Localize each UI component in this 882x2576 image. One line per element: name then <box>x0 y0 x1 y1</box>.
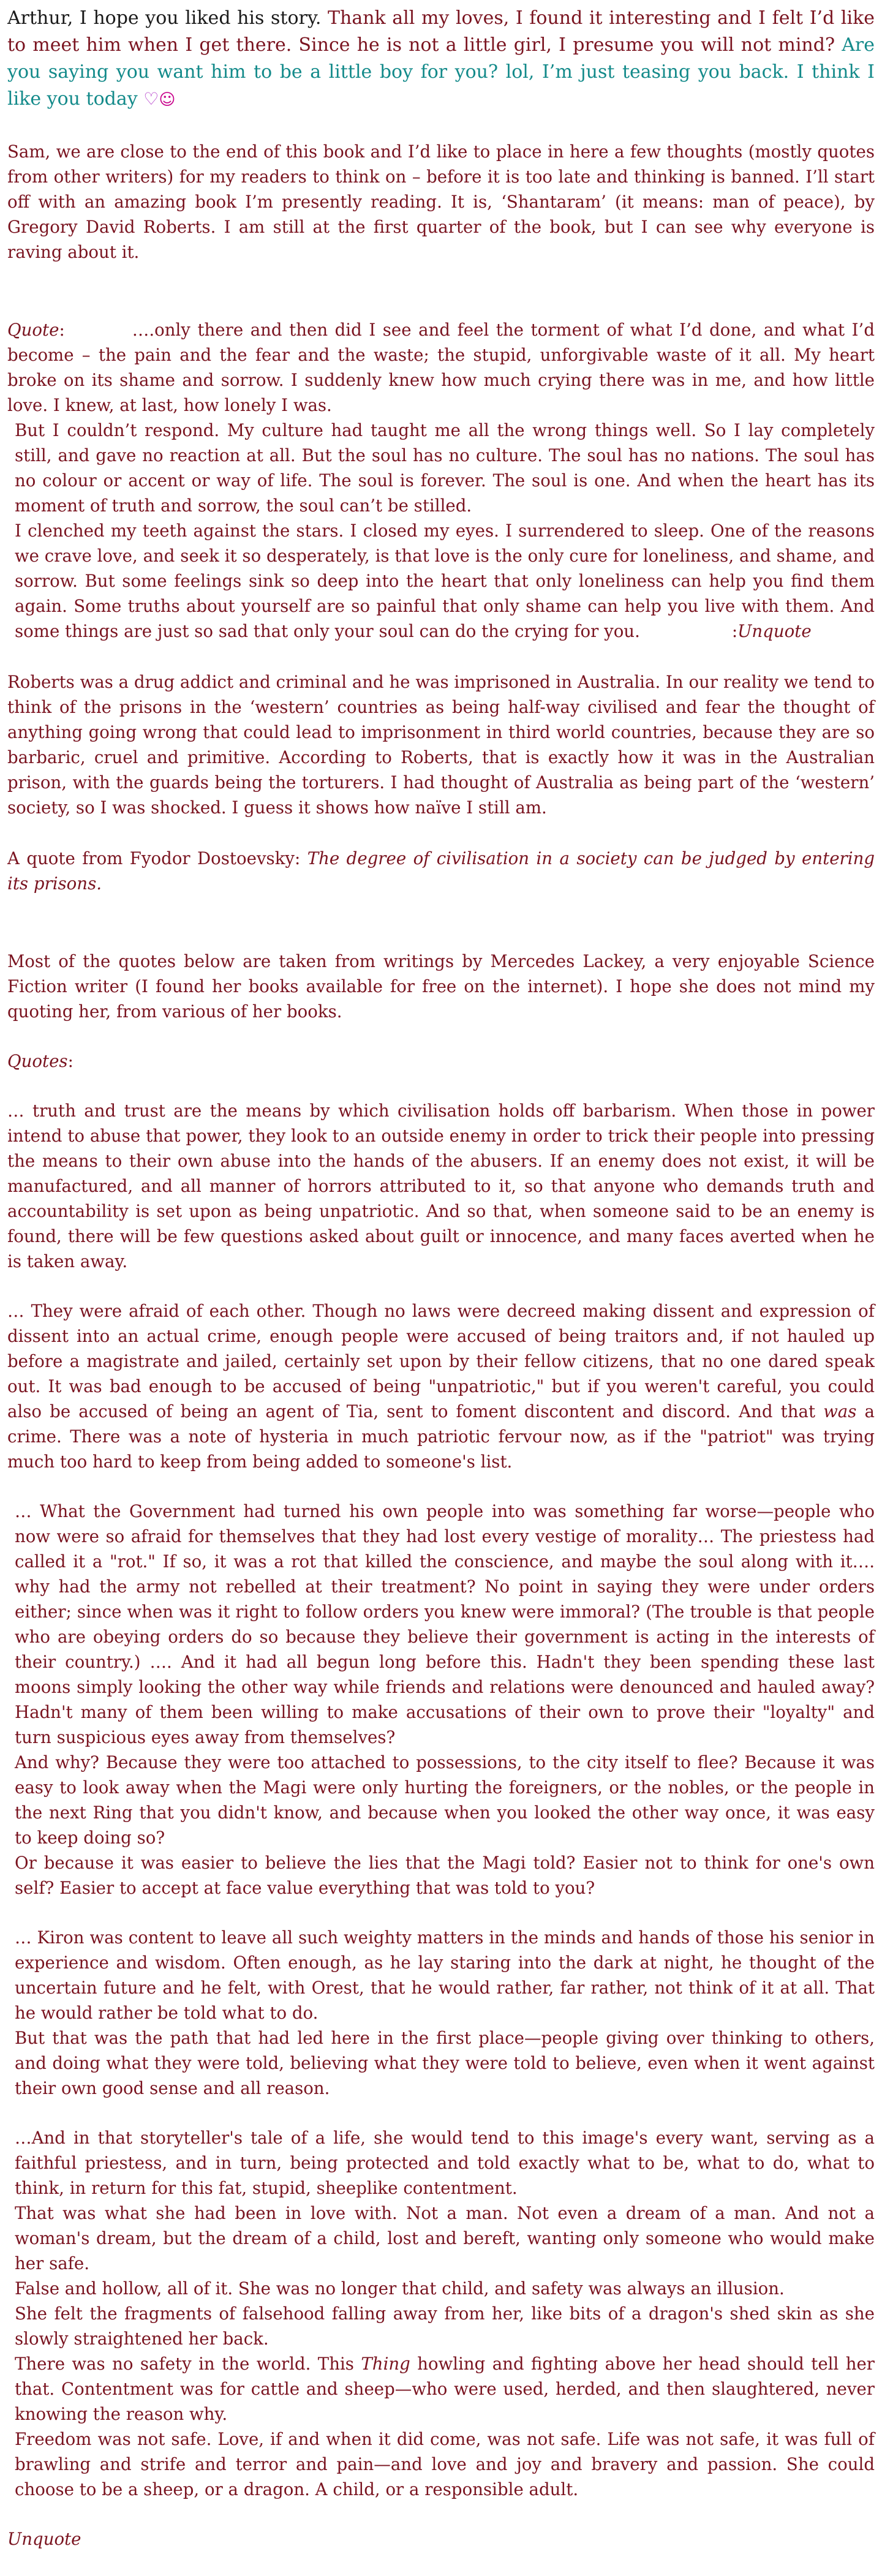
unquote-label: Unquote <box>737 621 812 641</box>
quote-label: Quote <box>7 320 59 340</box>
quotes-colon: : <box>67 1051 74 1071</box>
quote-5-p5 <box>7 2351 875 2427</box>
quote-2-b: a crime. There was a note of hysteria in much patriotic fervour now, as if the "patriot" was trying much too hard to keep from being added to someone's list. <box>7 1401 875 1472</box>
quote-5-p5-a: There was no safety in the world. This <box>15 2354 361 2374</box>
quote-1: … truth and trust are the means by which civilisation holds off barbarism. When those in power intend to abuse that power, they look to an outside enemy in order to trick their people into pressing the means to their own abuse into the hands of the abusers. If an enemy does not exist, it will be manufactured, and all manner of horrors attributed to it, so that anyone who demands truth and accountability is set upon as being unpatriotic. And so that, when someone said to be an enemy is found, there will be few questions asked about guilt or innocence, and many faces averted when he is taken away. <box>7 1101 875 1271</box>
lackey-intro: Most of the quotes below are taken from writings by Mercedes Lackey, a very enjoyable Science Fiction writer (I found her books available for free on the internet). I hope she does not mind my quoting her, from various of her books. <box>7 951 875 1022</box>
dostoevsky-paragraph <box>7 846 875 896</box>
quote-2 <box>7 1298 875 1474</box>
quote-label-colon: : <box>59 320 65 340</box>
heart-icon: ♡ <box>143 89 159 109</box>
arthur-line: Arthur, I hope you liked his story. <box>7 7 322 29</box>
reply-text: Are you saying you want him to be a little boy for you? lol, I’m just teasing you back. I think I like you today <box>7 34 875 110</box>
quote-3-p2: And why? Because they were too attached to possessions, to the city itself to flee? Because it was easy to look away when the Magi were only hurting the foreigners, or the nobles, or the people in the next Ring that you didn't know, and because when you looked the other way once, it was easy to keep doing so? <box>15 1752 875 1848</box>
shantaram-text-3: I clenched my teeth against the stars. I closed my eyes. I surrendered to sleep. One of the reasons we crave love, and seek it so desperately, is that love is the only cure for loneliness, and shame, and sorrow. But some feelings sink so deep into the heart that only loneliness can help you find them again. Some truths about yourself are so painful that only shame can help you live with them. And some things are just so sad that only your soul can do the crying for you. <box>15 521 875 641</box>
arthur-body: Thank all my loves, I found it interesting and I felt I’d like to meet him when I get there. Since he is not a little girl, I presume you will not mind? <box>7 7 875 56</box>
quote-3-p3: Or because it was easier to believe the lies that the Magi told? Easier not to think for one's own self? Easier to accept at face value everything that was told to you? <box>15 1853 875 1898</box>
quote-5-p1: …And in that storyteller's tale of a life, she would tend to this image's every want, serving as a faithful priestess, and in turn, being protected and told exactly what to be, what to do, what to think, in return for this fat, stupid, sheeplike contentment. <box>15 2128 875 2198</box>
dostoevsky-quote: The degree of civilisation in a society can be judged by entering its prisons. <box>7 848 875 894</box>
quote-3-p1: … What the Government had turned his own people into was something far worse—people who now were so afraid for themselves that they had lost every vestige of morality… The priestess had called it a "rot." If so, it was a rot that killed the conscience, and maybe the soul along with it…. why had the army not rebelled at their treatment? No point in saying they were under orders either; since when was it right to follow orders you knew were immoral? (The trouble is that people who are obeying orders do so because they believe their government is acting in the interests of their country.) …. And it had all begun long before this. Hadn't they been spending these last moons simply looking the other way while friends and relations were denounced and hauled away? Hadn't many of them been willing to make accusations of their own to prove their "loyalty" and turn suspicious eyes away from themselves? <box>15 1501 875 1747</box>
unquote-colon: : <box>731 621 738 641</box>
smile-icon: ☺ <box>159 91 176 109</box>
roberts-paragraph: Roberts was a drug addict and criminal and he was imprisoned in Australia. In our reality we tend to think of the prisons in the ‘western’ countries as being half-way civilised and fear the thought of anything going wrong that could lead to imprisonment in third world countries, because they are so barbaric, cruel and primitive. According to Roberts, that is exactly how it was in the Australian prison, with the guards being the torturers. I had thought of Australia as being part of the ‘western’ society, so I was shocked. I guess it shows how naïve I still am. <box>7 672 875 818</box>
quote-5-p2: That was what she had been in love with. Not a man. Not even a dream of a man. And not a woman's dream, but the dream of a child, lost and bereft, wanting only someone who would make her safe. <box>15 2203 875 2273</box>
shantaram-quote-p2: But I couldn’t respond. My culture had taught me all the wrong things well. So I lay completely still, and gave no reaction at all. But the soul has no culture. The soul has no nations. The soul has no colour or accent or way of life. The soul is forever. The soul is one. And when the heart has its moment of truth and sorrow, the soul can’t be stilled. <box>15 420 875 516</box>
quote-5-p5-b: howling and fighting above her head should tell her that. Contentment was for cattle and sheep—who were used, herded, and then slaughtered, never knowing the reason why. <box>15 2354 875 2424</box>
quote-5-emphasis: Thing <box>361 2354 410 2374</box>
intro-paragraph <box>7 5 875 113</box>
quote-5-p3: False and hollow, all of it. She was no longer that child, and safety was always an illusion. <box>15 2278 785 2299</box>
dostoevsky-lead: A quote from Fyodor Dostoevsky: <box>7 848 307 868</box>
shantaram-quote-p3 <box>7 518 875 644</box>
quotes-heading <box>7 1049 875 1074</box>
quote-2-emphasis: was <box>823 1401 857 1422</box>
final-unquote: Unquote <box>7 2529 81 2549</box>
quotes-label: Quotes <box>7 1051 68 1071</box>
quote-5-p6: Freedom was not safe. Love, if and when it did come, was not safe. Life was not safe, it was full of brawling and strife and terror and pain—and love and joy and bravery and passion. She could choose to be a sheep, or a dragon. A child, or a responsible adult. <box>15 2429 875 2499</box>
quote-5-p4: She felt the fragments of falsehood falling away from her, like bits of a dragon's shed skin as she slowly straightened her back. <box>15 2303 875 2349</box>
shantaram-text-1: ….only there and then did I see and feel the torment of what I’d done, and what I’d become – the pain and the fear and the waste; the stupid, unforgivable waste of it all. My heart broke on its shame and sorrow. I suddenly knew how much crying there was in me, and how little love. I knew, at last, how lonely I was. <box>7 320 875 415</box>
quote-4-p1: … Kiron was content to leave all such weighty matters in the minds and hands of those his senior in experience and wisdom. Often enough, as he lay staring into the dark at night, he thought of the uncertain future and he felt, with Orest, that he would rather, far rather, not think of it at all. That he would rather be told what to do. <box>15 1927 875 2023</box>
quote-4-p2: But that was the path that had led here in the first place—people giving over thinking to others, and doing what they were told, believing what they were told to believe, even when it went against their own good sense and all reason. <box>15 2028 875 2098</box>
sam-paragraph: Sam, we are close to the end of this book and I’d like to place in here a few thoughts (mostly quotes from other writers) for my readers to think on – before it is too late and thinking is banned. I’ll start off with an amazing book I’m presently reading. It is, ‘Shantaram’ (it means: man of peace), by Gregory David Roberts. I am still at the first quarter of the book, but I can see why everyone is raving about it. <box>7 141 875 262</box>
shantaram-quote-p1 <box>7 317 875 418</box>
quote-2-a: … They were afraid of each other. Though no laws were decreed making dissent and expression of dissent into an actual crime, enough people were accused of being traitors and, if not hauled up before a magistrate and jailed, certainly set upon by their fellow citizens, that no one dared speak out. It was bad enough to be accused of being "unpatriotic," but if you weren't careful, you could also be accused of being an agent of Tia, sent to foment discontent and discord. And that <box>7 1301 875 1422</box>
